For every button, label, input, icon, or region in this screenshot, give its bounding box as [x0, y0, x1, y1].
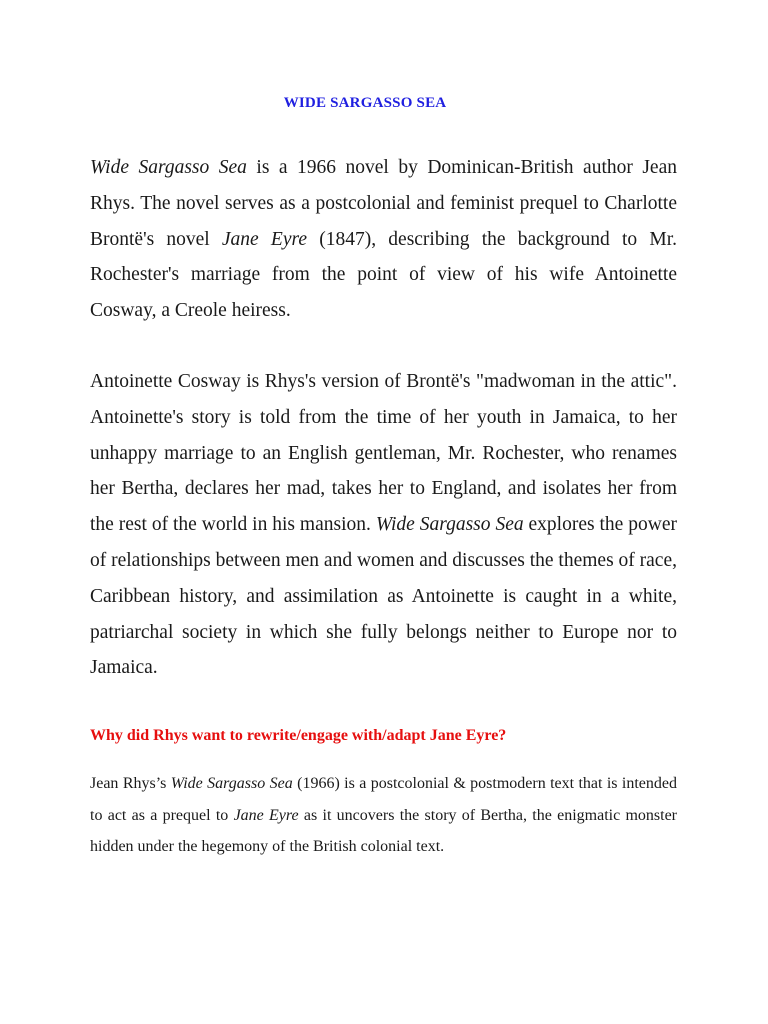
- section-heading: Why did Rhys want to rewrite/engage with/adapt Jane Eyre?: [90, 727, 507, 744]
- novel-title-italic: Wide Sargasso Sea: [170, 775, 293, 792]
- antoinette-text-a: Antoinette Cosway is Rhys's version of Brontë's "madwoman in the attic". Antoinette's story is told from the time of her youth in Jamaica, to her unhappy marriage to an English gentleman, Mr. Rochester, who renames her Bertha, declares her mad, takes her to England, and isolates her from the rest of the world in his mansion.: [90, 371, 677, 536]
- rewrite-text-c: as it uncovers the story of Bertha, the enigmatic monster hidden under the hegemony of the British colonial text.: [90, 806, 678, 855]
- jane-eyre-italic: Jane Eyre: [233, 806, 299, 824]
- novel-title-italic: Wide Sargasso Sea: [375, 514, 524, 536]
- intro-text-a: is a 1966 novel by Dominican-British author Jean Rhys. The novel serves as a postcolonial and feminist prequel to Charlotte Brontë's novel: [90, 157, 677, 250]
- rewrite-text-b: (1966) is a postcolonial & postmodern text that is intended to act as a prequel to: [90, 775, 678, 824]
- antoinette-text-b: explores the power of relationships between men and women and discusses the themes of race, Caribbean history, and assimilation as Antoinette is caught in a white, patriarchal society in which she fully belongs neither to Europe nor to Jamaica.: [90, 514, 677, 679]
- novel-title-italic: Wide Sargasso Sea: [90, 157, 247, 178]
- intro-text-b: (1847), describing the background to Mr. Rochester's marriage from the point of view of his wife Antoinette Cosway, a Creole heiress.: [90, 228, 677, 322]
- intro-paragraph: [90, 150, 677, 329]
- rewrite-paragraph: [90, 768, 677, 863]
- antoinette-paragraph: [90, 364, 677, 686]
- rewrite-text-a: Jean Rhys’s: [90, 775, 171, 792]
- document-title: WIDE SARGASSO SEA: [283, 95, 447, 111]
- jane-eyre-italic: Jane Eyre: [221, 228, 308, 250]
